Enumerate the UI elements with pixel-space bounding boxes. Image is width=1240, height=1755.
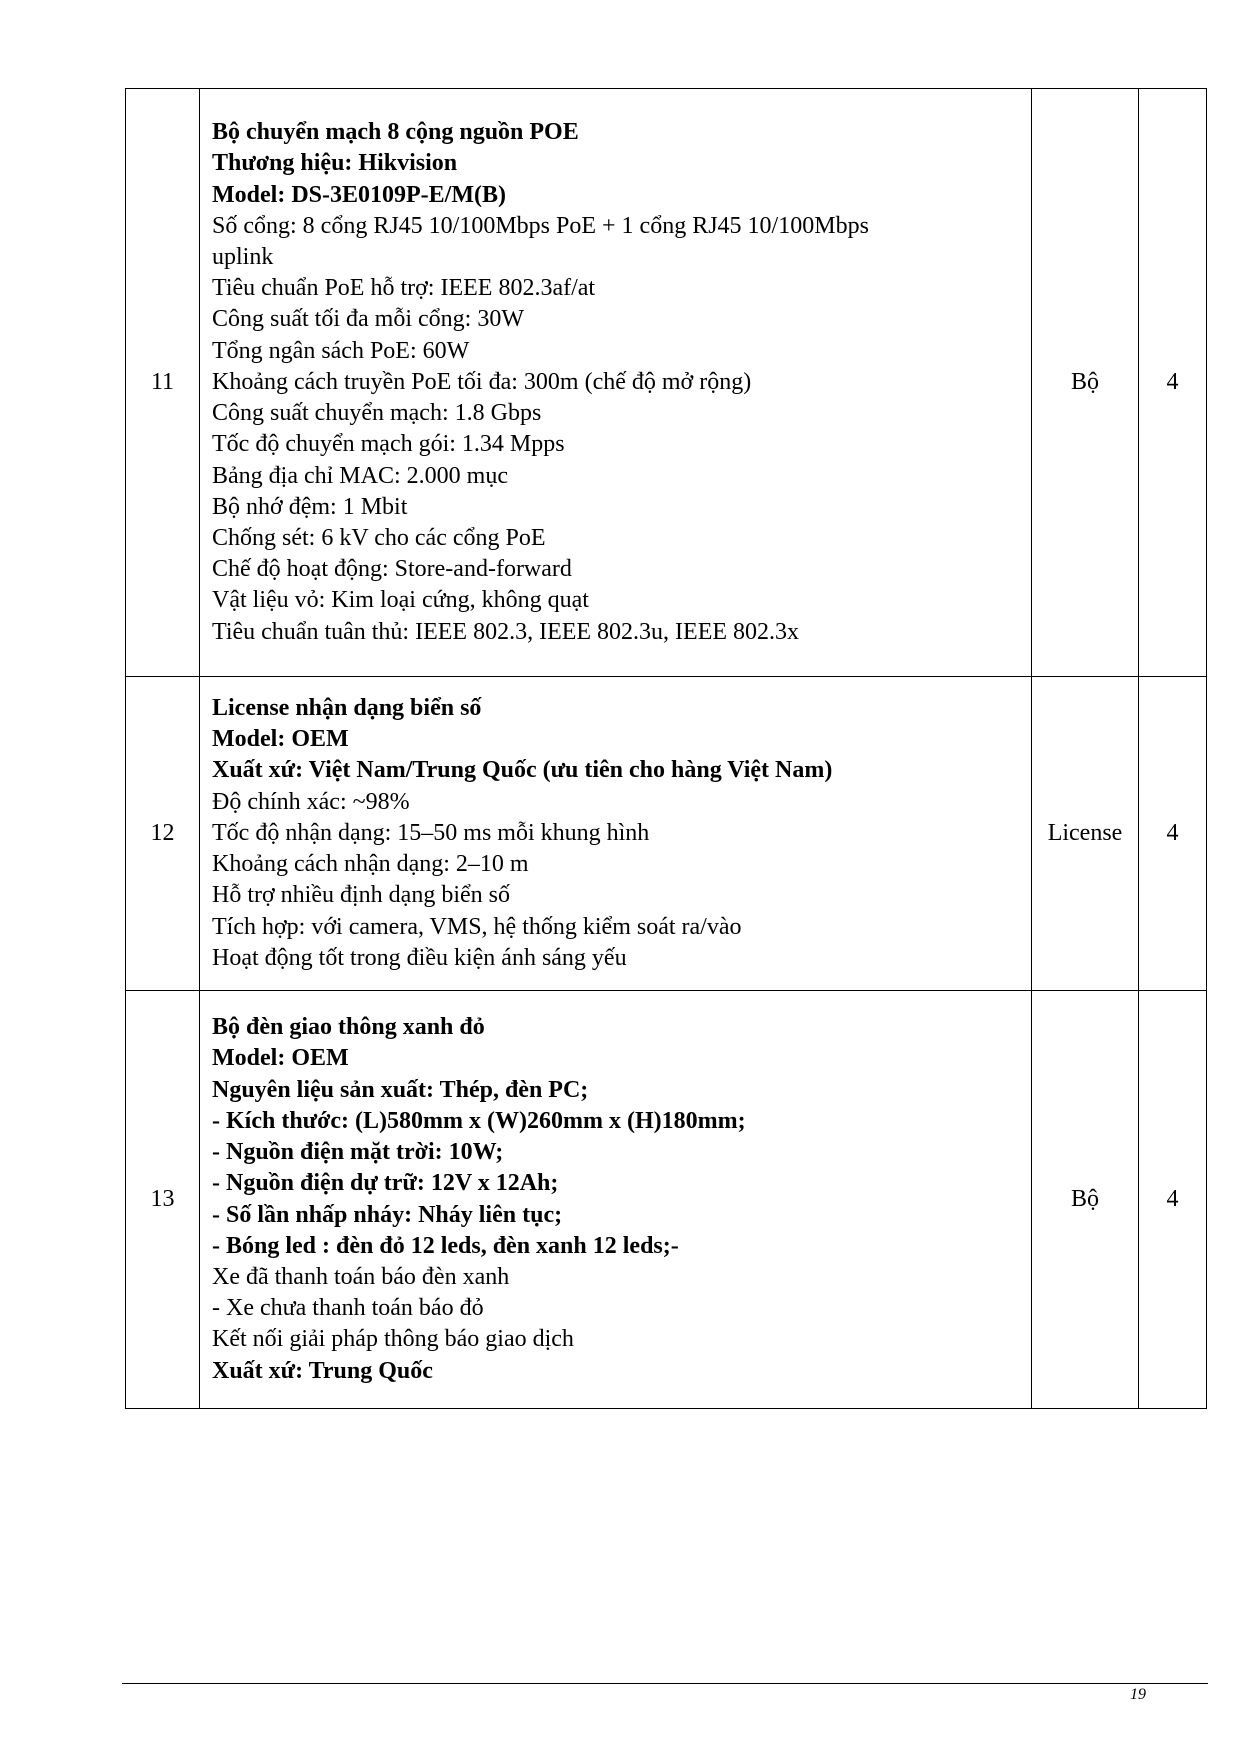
description-line: Tích hợp: với camera, VMS, hệ thống kiểm soát ra/vào	[212, 913, 742, 940]
item-description	[200, 677, 1032, 991]
description-line: Hỗ trợ nhiều định dạng biển số	[212, 882, 510, 909]
description-line: Hoạt động tốt trong điều kiện ánh sáng yếu	[212, 944, 627, 971]
description-line: - Số lần nhấp nháy: Nháy liên tục;	[212, 1201, 563, 1228]
item-quantity: 4	[1139, 677, 1207, 991]
description-line: Khoảng cách truyền PoE tối đa: 300m (chế độ mở rộng)	[212, 368, 752, 395]
description-line: Xe đã thanh toán báo đèn xanh	[212, 1263, 510, 1290]
description-line: Model: OEM	[212, 726, 349, 753]
item-number: 13	[126, 991, 200, 1409]
description-line: License nhận dạng biển số	[212, 695, 482, 722]
description-line: - Bóng led : đèn đỏ 12 leds, đèn xanh 12 leds;-	[212, 1232, 679, 1259]
description-line: Xuất xứ: Việt Nam/Trung Quốc (ưu tiên cho hàng Việt Nam)	[212, 757, 833, 784]
item-unit: Bộ	[1032, 991, 1139, 1409]
description-line: Model: DS-3E0109P-E/M(B)	[212, 181, 506, 208]
description-line: Số cổng: 8 cổng RJ45 10/100Mbps PoE + 1 cổng RJ45 10/100Mbps	[212, 212, 869, 239]
item-description	[200, 89, 1032, 677]
description-line: Công suất chuyển mạch: 1.8 Gbps	[212, 400, 542, 427]
description-line: - Kích thước: (L)580mm x (W)260mm x (H)180mm;	[212, 1107, 746, 1134]
description-line: Thương hiệu: Hikvision	[212, 150, 458, 177]
description-line: Bộ đèn giao thông xanh đỏ	[212, 1014, 485, 1041]
description-line: Tiêu chuẩn PoE hỗ trợ: IEEE 802.3af/at	[212, 275, 596, 302]
item-quantity: 4	[1139, 89, 1207, 677]
description-line: Model: OEM	[212, 1045, 349, 1072]
description-line: Bảng địa chỉ MAC: 2.000 mục	[212, 462, 508, 489]
equipment-spec-table	[125, 88, 1207, 1409]
page-number: 19	[1130, 1686, 1146, 1703]
description-line: - Nguồn điện dự trữ: 12V x 12Ah;	[212, 1170, 559, 1197]
description-line: Tốc độ nhận dạng: 15–50 ms mỗi khung hình	[212, 819, 650, 846]
description-line: Kết nối giải pháp thông báo giao dịch	[212, 1326, 574, 1353]
description-line: Vật liệu vỏ: Kim loại cứng, không quạt	[212, 587, 589, 614]
description-line: Độ chính xác: ~98%	[212, 788, 410, 815]
item-number: 11	[126, 89, 200, 677]
description-line: Tổng ngân sách PoE: 60W	[212, 337, 470, 364]
description-line: Bộ chuyển mạch 8 cộng nguồn POE	[212, 119, 579, 146]
table-row	[126, 89, 1207, 677]
description-line: uplink	[212, 244, 274, 271]
description-line: Tiêu chuẩn tuân thủ: IEEE 802.3, IEEE 802.3u, IEEE 802.3x	[212, 618, 800, 645]
table-row	[126, 991, 1207, 1409]
description-line: Tốc độ chuyển mạch gói: 1.34 Mpps	[212, 431, 565, 458]
description-line: Khoảng cách nhận dạng: 2–10 m	[212, 851, 529, 878]
description-line: Công suất tối đa mỗi cổng: 30W	[212, 306, 524, 333]
table-row	[126, 677, 1207, 991]
description-line: - Nguồn điện mặt trời: 10W;	[212, 1139, 504, 1166]
description-line: - Xe chưa thanh toán báo đỏ	[212, 1295, 484, 1322]
description-line: Bộ nhớ đệm: 1 Mbit	[212, 493, 408, 520]
item-unit: Bộ	[1032, 89, 1139, 677]
description-line: Nguyên liệu sản xuất: Thép, đèn PC;	[212, 1076, 589, 1103]
description-line: Chế độ hoạt động: Store-and-forward	[212, 556, 572, 583]
description-line: Chống sét: 6 kV cho các cổng PoE	[212, 524, 546, 551]
item-number: 12	[126, 677, 200, 991]
item-quantity: 4	[1139, 991, 1207, 1409]
footer-divider	[122, 1683, 1208, 1684]
spec-table-body	[126, 89, 1207, 1409]
description-line: Xuất xứ: Trung Quốc	[212, 1357, 433, 1384]
item-description	[200, 991, 1032, 1409]
item-unit: License	[1032, 677, 1139, 991]
